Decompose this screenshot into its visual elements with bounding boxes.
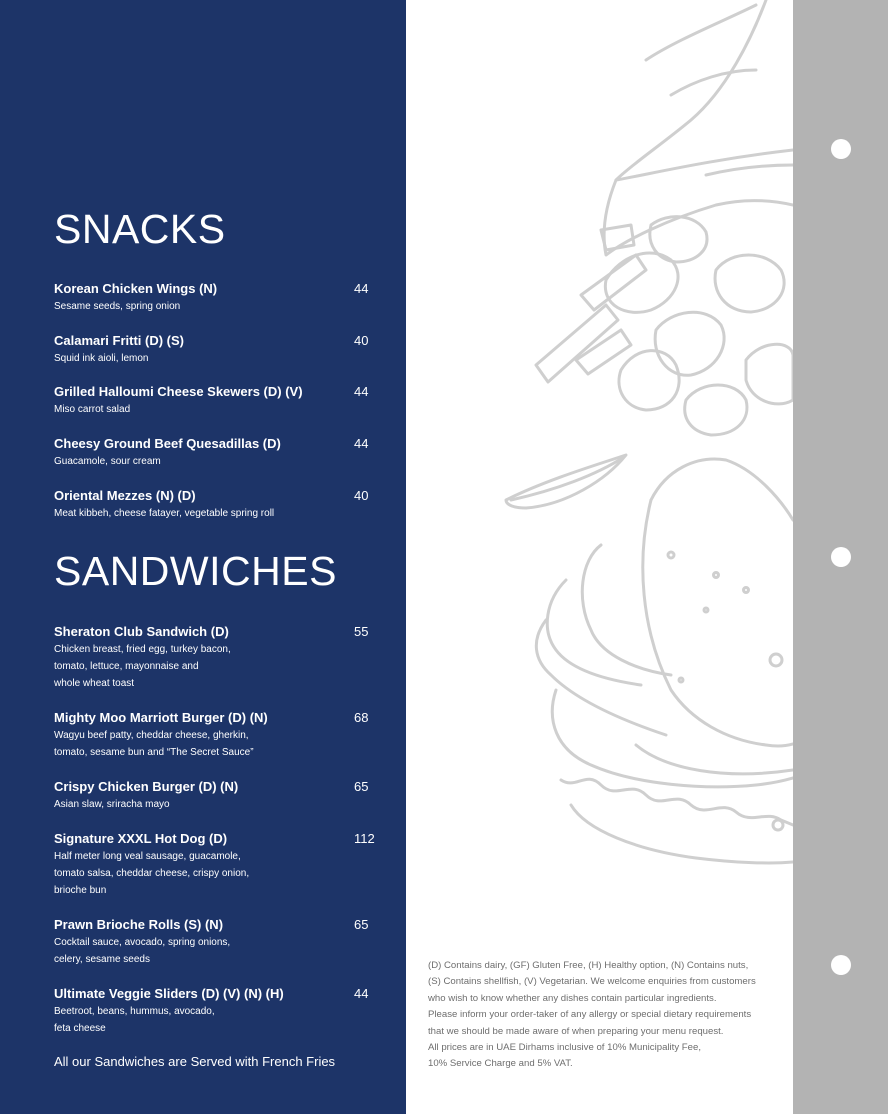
menu-item bbox=[54, 830, 375, 899]
description-line: tomato salsa, cheddar cheese, crispy onion, bbox=[54, 868, 250, 879]
item-description: Meat kibbeh, cheese fatayer, vegetable spring roll bbox=[54, 508, 275, 519]
wedge bbox=[685, 385, 747, 435]
menu-item bbox=[54, 916, 372, 968]
item-price: 65 bbox=[354, 779, 369, 794]
item-description bbox=[54, 641, 372, 692]
menu-item bbox=[54, 487, 372, 522]
item-price: 44 bbox=[354, 986, 369, 1001]
sesame-seed bbox=[773, 820, 783, 830]
item-description: Squid ink aioli, lemon bbox=[54, 353, 149, 364]
fry bbox=[581, 255, 646, 310]
taco-shell bbox=[643, 500, 793, 746]
disclaimer-line: Please inform your order-taker of any allergy or special dietary requirements bbox=[428, 1009, 752, 1021]
item-name: Ultimate Veggie Sliders (D) (V) (N) (H) bbox=[54, 986, 284, 1001]
description-line: Chicken breast, fried egg, turkey bacon, bbox=[54, 644, 231, 655]
menu-item bbox=[54, 709, 372, 761]
item-name: Prawn Brioche Rolls (S) (N) bbox=[54, 917, 224, 932]
item-name: Mighty Moo Marriott Burger (D) (N) bbox=[54, 710, 268, 725]
leaf-vein bbox=[511, 457, 624, 500]
taco-shell bbox=[651, 459, 793, 520]
menu-item bbox=[54, 778, 372, 813]
item-name: Grilled Halloumi Cheese Skewers (D) (V) bbox=[54, 384, 303, 399]
description-line: Wagyu beef patty, cheddar cheese, gherkin, bbox=[54, 730, 249, 741]
leaf bbox=[506, 455, 626, 508]
wrap-detail bbox=[706, 165, 793, 175]
item-name: Cheesy Ground Beef Quesadillas (D) bbox=[54, 436, 281, 451]
description-line: celery, sesame seeds bbox=[54, 954, 150, 965]
item-price: 40 bbox=[354, 333, 369, 348]
description-line: brioche bun bbox=[54, 885, 107, 896]
item-price: 44 bbox=[354, 436, 369, 451]
item-name: Calamari Fritti (D) (S) bbox=[54, 333, 185, 348]
binder-hole bbox=[831, 955, 851, 975]
sesame-seed bbox=[770, 654, 782, 666]
item-description bbox=[54, 1003, 372, 1037]
item-price: 112 bbox=[354, 831, 375, 846]
item-name: Signature XXXL Hot Dog (D) bbox=[54, 831, 228, 846]
item-description bbox=[54, 848, 372, 899]
item-name: Korean Chicken Wings (N) bbox=[54, 281, 218, 296]
binder-hole bbox=[831, 139, 851, 159]
bread-layer bbox=[636, 745, 793, 774]
allergen-disclaimer bbox=[428, 958, 788, 1073]
description-line: Half meter long veal sausage, guacamole, bbox=[54, 851, 241, 862]
wedge bbox=[655, 312, 724, 375]
item-price: 40 bbox=[354, 488, 369, 503]
description-line: Beetroot, beans, hummus, avocado, bbox=[54, 1006, 215, 1017]
item-description: Sesame seeds, spring onion bbox=[54, 301, 181, 312]
item-name: Crispy Chicken Burger (D) (N) bbox=[54, 779, 239, 794]
sesame-seed bbox=[714, 573, 719, 578]
fries-note: All our Sandwiches are Served with French Fries bbox=[54, 1054, 336, 1069]
wedge bbox=[619, 351, 679, 410]
disclaimer-line: that we should be made aware of when preparing your menu request. bbox=[428, 1025, 724, 1037]
sandwiches-title: SANDWICHES bbox=[54, 548, 337, 594]
disclaimer-line: 10% Service Charge and 5% VAT. bbox=[428, 1058, 573, 1070]
menu-item bbox=[54, 332, 372, 367]
item-description bbox=[54, 934, 372, 968]
fry bbox=[536, 305, 618, 382]
description-line: tomato, sesame bun and “The Secret Sauce” bbox=[54, 747, 254, 758]
disclaimer-line: All prices are in UAE Dirhams inclusive of 10% Municipality Fee, bbox=[428, 1042, 701, 1054]
menu-item bbox=[54, 280, 372, 315]
item-description bbox=[54, 727, 372, 761]
sesame-seed bbox=[744, 588, 749, 593]
item-description: Miso carrot salad bbox=[54, 404, 131, 415]
menu-panel bbox=[0, 0, 406, 1114]
wedge bbox=[746, 344, 793, 404]
wedge bbox=[715, 255, 784, 312]
description-line: feta cheese bbox=[54, 1023, 106, 1034]
bread-layer bbox=[547, 580, 641, 685]
wrap-fold bbox=[646, 5, 756, 60]
food-sketch-illustration bbox=[406, 0, 793, 1114]
item-price: 44 bbox=[354, 384, 369, 399]
item-price: 68 bbox=[354, 710, 369, 725]
description-line: whole wheat toast bbox=[54, 678, 135, 689]
disclaimer-line: (D) Contains dairy, (GF) Gluten Free, (H) Healthy option, (N) Contains nuts, bbox=[428, 960, 749, 971]
item-price: 65 bbox=[354, 917, 369, 932]
description-line: Cocktail sauce, avocado, spring onions, bbox=[54, 937, 231, 948]
item-description bbox=[54, 796, 372, 813]
item-name: Sheraton Club Sandwich (D) bbox=[54, 624, 229, 639]
binder-hole bbox=[831, 547, 851, 567]
sesame-seed bbox=[704, 608, 708, 612]
sesame-seed bbox=[679, 678, 683, 682]
disclaimer-line: (S) Contains shellfish, (V) Vegetarian. We welcome enquiries from customers bbox=[428, 976, 756, 988]
item-name: Oriental Mezzes (N) (D) bbox=[54, 488, 196, 503]
menu-item bbox=[54, 435, 372, 470]
bun-bottom bbox=[571, 805, 793, 863]
wrap-outline bbox=[616, 0, 793, 180]
item-description: Guacamole, sour cream bbox=[54, 456, 161, 467]
illustration-panel bbox=[406, 0, 793, 1114]
description-line: tomato, lettuce, mayonnaise and bbox=[54, 661, 199, 672]
menu-item bbox=[54, 623, 372, 692]
menu-item bbox=[54, 985, 372, 1037]
item-price: 44 bbox=[354, 281, 369, 296]
disclaimer-line: who wish to know whether any dishes contain particular ingredients. bbox=[428, 992, 717, 1004]
wedge bbox=[650, 217, 707, 262]
menu-item bbox=[54, 383, 372, 418]
snacks-title: SNACKS bbox=[54, 206, 226, 252]
item-price: 55 bbox=[354, 624, 369, 639]
wrap-detail bbox=[671, 70, 756, 95]
description-line: Asian slaw, sriracha mayo bbox=[54, 799, 170, 810]
sesame-seed bbox=[668, 552, 674, 558]
